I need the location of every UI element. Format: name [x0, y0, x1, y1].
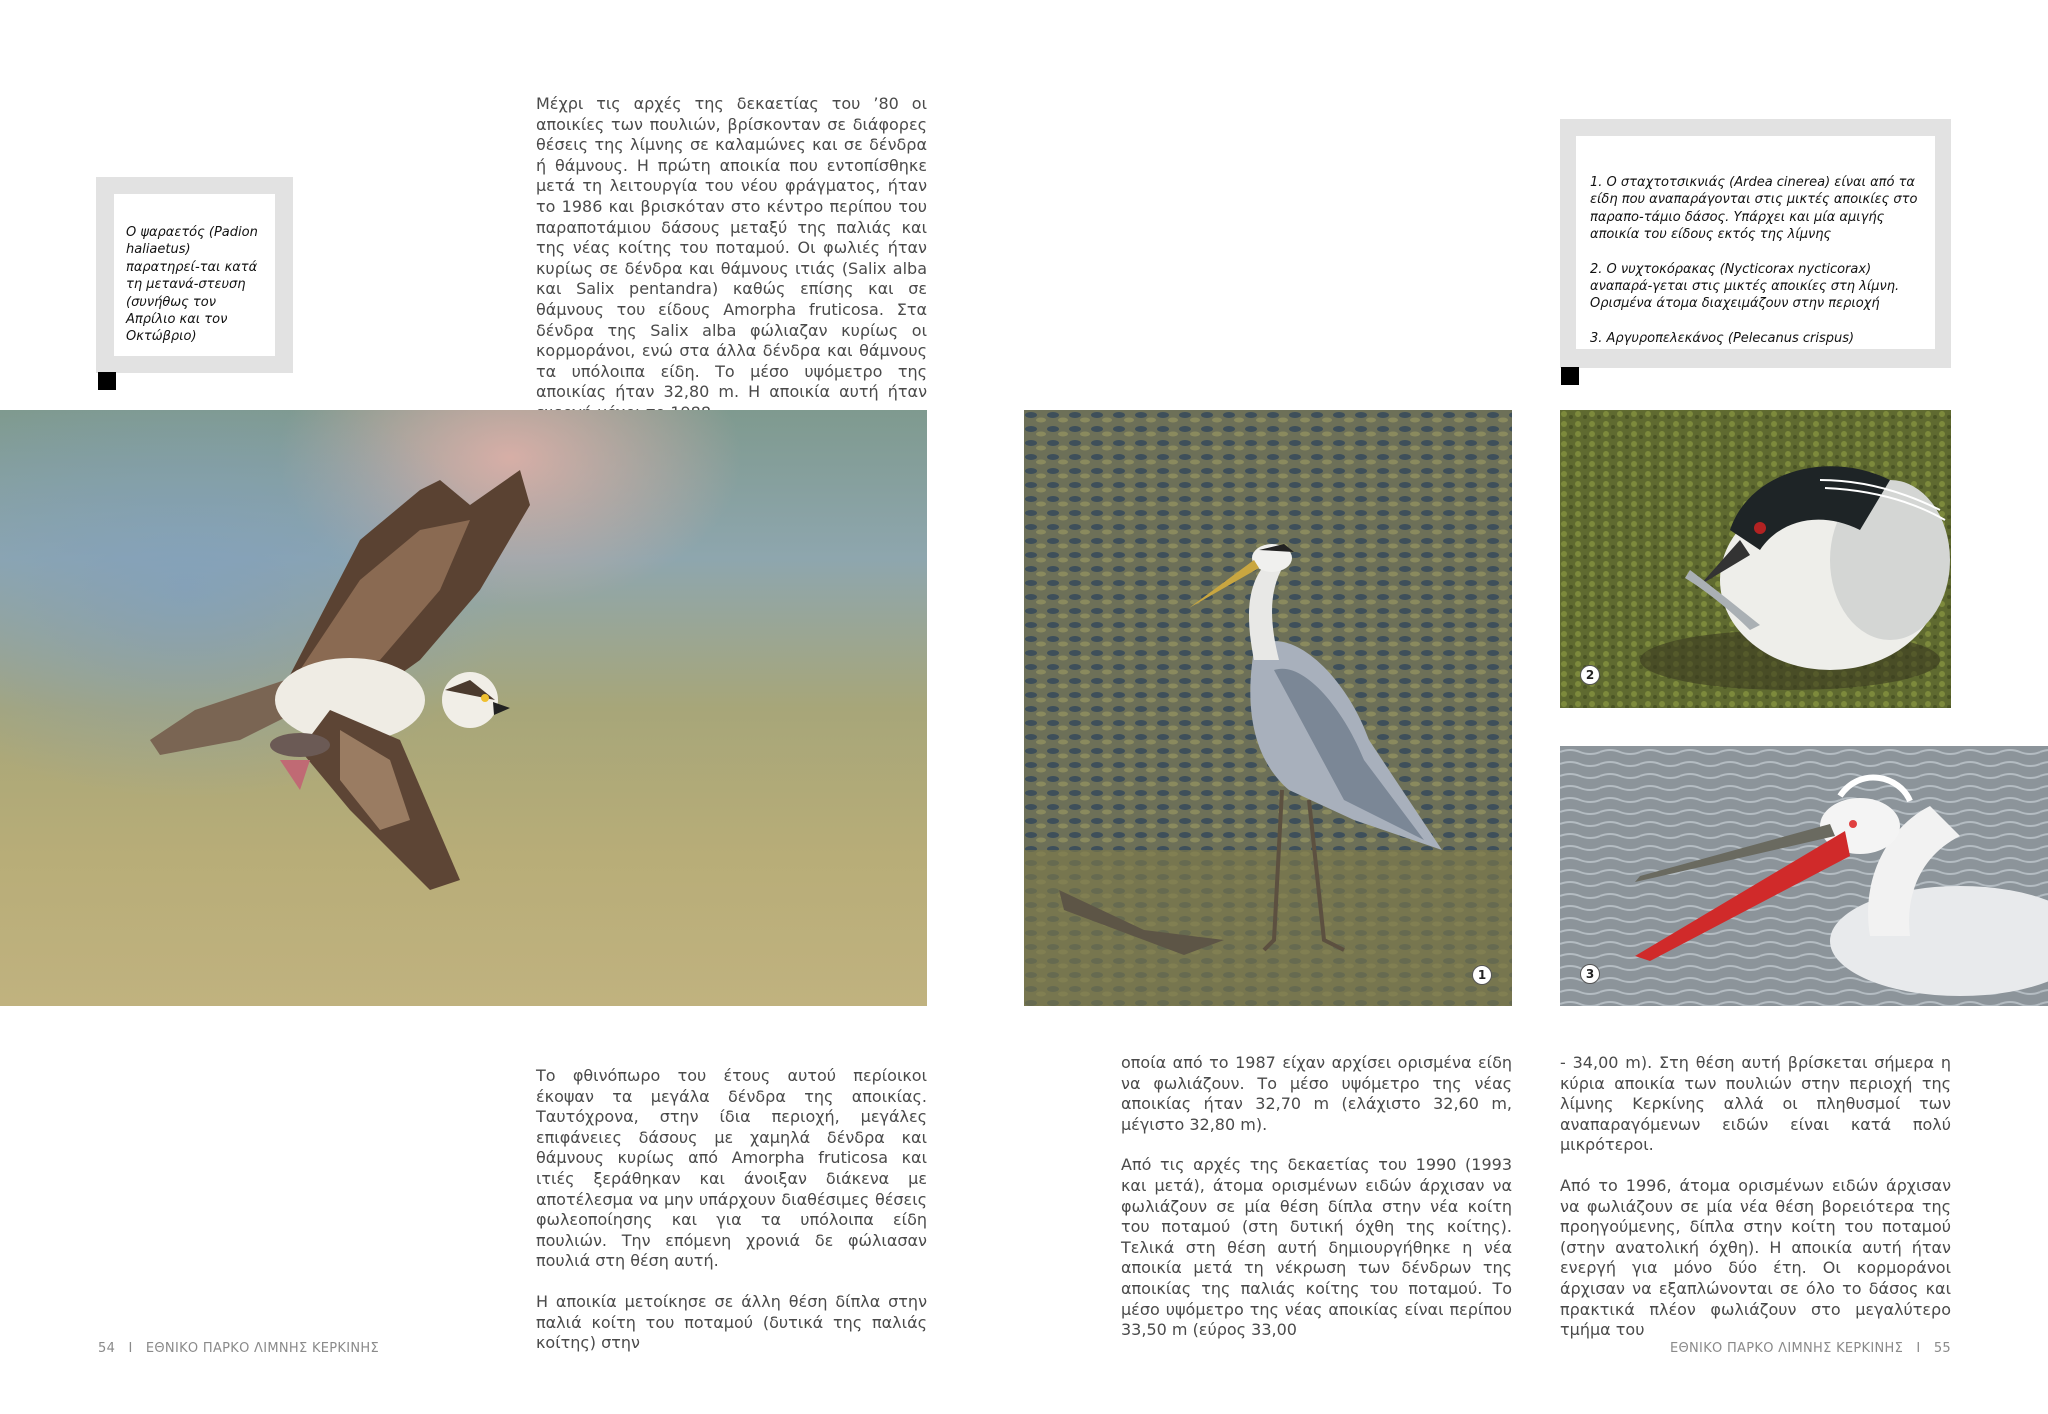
osprey-caption-frame — [96, 177, 293, 373]
caption-item-night-heron: 2. Ο νυχτοκόρακας (Nycticorax nycticorax) αναπαρά-γεται στις μικτές αποικίες στη λίμνη. Ορισμένα άτομα διαχειμάζουν στην περιοχή — [1590, 261, 1900, 312]
col1-paragraph-1: Το φθινόπωρο του έτους αυτού περίοικοι έκοψαν τα μεγάλα δένδρα της αποικίας. Ταυτόχρονα, στην ίδια περιοχή, μεγάλες επιφάνειες δάσους με χαμηλά δένδρα και θάμνους κυρίως από Amorpha fruticosa και ιτιές ξεράθηκαν και άνοιξαν διάκενα με αποτέλεσμα να μην υπάρχουν διαθέσιμες θέσεις φωλεοποίησης και για τα υπόλοιπα είδη πουλιών. Την επόμενη χρονιά δε φώλιασαν πουλιά στη θέση αυτή. — [536, 1066, 927, 1271]
osprey-photo — [0, 410, 927, 1006]
col2-paragraph-2: Από τις αρχές της δεκαετίας του 1990 (1993 και μετά), άτομα ορισμένων ειδών άρχισαν να φωλιάζουν σε μία θέση δίπλα στην νέα κοίτη του ποταμού (στη δυτική όχθη της κοίτης). Τελικά στη θέση αυτή δημιουργήθηκε η νέα αποικία μετά τη νέκρωση των δένδρων της αποικίας της παλιάς κοίτης του ποταμού. Το μέσο υψόμετρο της νέας αποικίας είναι περίπου 33,50 m (εύρος 33,00 — [1121, 1155, 1512, 1340]
intro-paragraph: Μέχρι τις αρχές της δεκαετίας του ’80 οι αποικίες των πουλιών, βρίσκονταν σε διάφορες θέσεις της λίμνης σε καλαμώνες και σε δένδρα ή θάμνους. Η πρώτη αποικία που εντοπίσθηκε μετά τη λειτουργία του νέου φράγματος, ήταν το 1986 και βρισκόταν στο κέντρο περίπου του παραποτάμιου δάσους μεταξύ της παλιάς και της νέας κοίτης του ποταμού. Οι φωλιές ήταν κυρίως σε δένδρα και θάμνους ιτιάς (Salix alba και Salix pentandra) καθώς επίσης και σε θάμνους του είδους Amorpha fruticosa. Στα δένδρα της Salix alba φώλιαζαν κυρίως οι κορμοράνοι, ενώ στα άλλα δένδρα και θάμνους τα υπόλοιπα είδη. Το μέσο υψόμετρο της αποικίας ήταν 32,80 m. Η αποικία αυτή ήταν — [536, 94, 927, 402]
col2-paragraph-1: οποία από το 1987 είχαν αρχίσει ορισμένα είδη να φωλιάζουν. Το μέσο υψόμετρο της νέας αποικίας ήταν 32,70 m (ελάχιστο 32,60 m, μέγιστο 32,80 m). — [1121, 1053, 1512, 1134]
footer-left: 54 I ΕΘΝΙΚΟ ΠΑΡΚΟ ΛΙΜΝΗΣ ΚΕΡΚΙΝΗΣ — [98, 1341, 380, 1356]
photo-badge-1: 1 — [1472, 965, 1492, 985]
body-column-1 — [536, 1066, 927, 1374]
night-heron-photo — [1560, 410, 1951, 708]
birds-caption — [1576, 136, 1935, 349]
col3-paragraph-1: - 34,00 m). Στη θέση αυτή βρίσκεται σήμερα η κύρια αποικία των πουλιών στην περιοχή της λίμνης Κερκίνης αλλά οι πληθυσμοί των αναπαραγόμενων ειδών είναι κατά πολύ μικρότεροι. — [1560, 1053, 1951, 1155]
col1-paragraph-2: Η αποικία μετοίκησε σε άλλη θέση δίπλα στην παλιά κοίτη του ποταμού (δυτικά της παλιάς κοίτης) στην — [536, 1291, 927, 1353]
body-column-2 — [1121, 1053, 1512, 1361]
birds-caption-frame — [1560, 119, 1951, 368]
body-column-3 — [1560, 1053, 1951, 1361]
photo-badge-3: 3 — [1580, 964, 1600, 984]
caption-marker-right — [1561, 367, 1579, 385]
caption-item-heron: 1. Ο σταχτοτσικνιάς (Ardea cinerea) είναι από τα είδη που αναπαράγονται στις μικτές αποικίες στο παραπο-τάμιο δάσος. Υπάρχει και μία αμιγής αποικία του είδους εκτός της λίμνης — [1590, 175, 1918, 243]
caption-item-pelican: 3. Αργυροπελεκάνος (Pelecanus crispus) — [1590, 330, 1855, 346]
photo-badge-2: 2 — [1580, 665, 1600, 685]
osprey-caption: Ο ψαραετός (Padion haliaetus) παρατηρεί-ται κατά τη μετανά-στευση (συνήθως τον Απρίλιο και τον Οκτώβριο) — [114, 194, 275, 356]
pelican-photo — [1560, 746, 2048, 1006]
footer-right: ΕΘΝΙΚΟ ΠΑΡΚΟ ΛΙΜΝΗΣ ΚΕΡΚΙΝΗΣ I 55 — [1669, 1341, 1951, 1356]
grey-heron-photo — [1024, 410, 1512, 1006]
col3-paragraph-2: Από το 1996, άτομα ορισμένων ειδών άρχισαν να φωλιάζουν σε μία νέα θέση βορειότερα της προηγούμενης, δίπλα στην κοίτη του ποταμού (στην ανατολική όχθη). Η αποικία αυτή ήταν ενεργή για μόνο δύο έτη. Οι κορμοράνοι άρχισαν να εξαπλώνονται σε όλο το δάσος και πρακτικά πλέον φωλιάζουν στο μεγαλύτερο τμήμα του — [1560, 1175, 1951, 1340]
caption-marker-left — [98, 372, 116, 390]
